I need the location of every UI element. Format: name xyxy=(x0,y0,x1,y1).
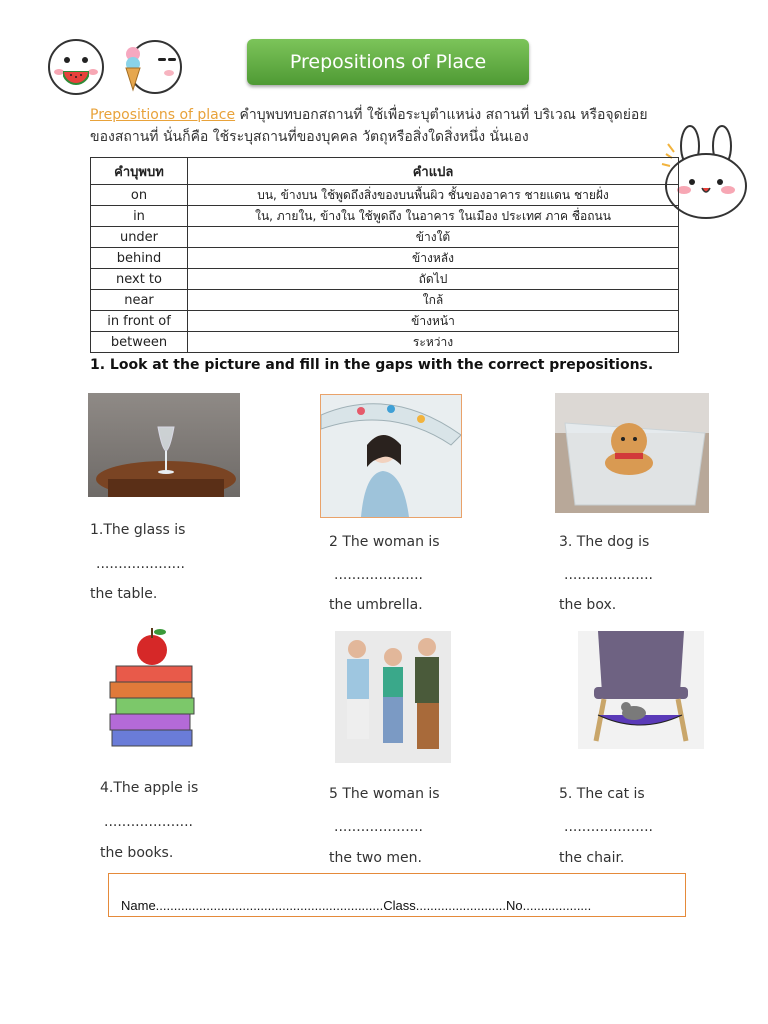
woman-umbrella-image xyxy=(320,394,462,518)
glass-on-table-image xyxy=(88,393,240,497)
translation-cell: บน, ข้างบน ใช้พูดถึงสิ่งของบนพื้นผิว ชั้นของอาคาร ชายแดน ชายฝั่ง xyxy=(188,185,679,206)
smiley-watermelon-icon xyxy=(48,39,104,95)
table-row xyxy=(91,206,679,227)
apple-on-books-image xyxy=(90,620,214,752)
question-5-end: the two men. xyxy=(329,850,422,866)
question-4-end: the books. xyxy=(100,845,174,861)
question-3-stem: 3. The dog is xyxy=(559,534,650,550)
preposition-cell: next to xyxy=(91,269,188,290)
preposition-cell: under xyxy=(91,227,188,248)
question-1-stem: 1.The glass is xyxy=(90,522,186,538)
question-3-end: the box. xyxy=(559,597,617,613)
question-2-end: the umbrella. xyxy=(329,597,423,613)
student-info-box xyxy=(108,873,686,917)
translation-cell: ใกล้ xyxy=(188,290,679,311)
question-6-end: the chair. xyxy=(559,850,625,866)
preposition-cell: on xyxy=(91,185,188,206)
dog-in-box-image xyxy=(555,393,709,513)
question-6-blank[interactable]: .................... xyxy=(564,819,654,835)
question-6-stem: 5. The cat is xyxy=(559,786,645,802)
student-info-fields[interactable]: Name...............................................................Class.........................No................... xyxy=(121,898,592,913)
preposition-cell: behind xyxy=(91,248,188,269)
question-4-blank[interactable]: .................... xyxy=(104,814,194,830)
table-row xyxy=(91,290,679,311)
translation-cell: ถัดไป xyxy=(188,269,679,290)
intro-highlight[interactable]: Prepositions of place xyxy=(90,107,236,123)
preposition-cell: near xyxy=(91,290,188,311)
table-row xyxy=(91,269,679,290)
table-row xyxy=(91,311,679,332)
translation-cell: ระหว่าง xyxy=(188,332,679,353)
question-4-stem: 4.The apple is xyxy=(100,780,199,796)
woman-between-men-image xyxy=(335,631,451,763)
prepositions-table xyxy=(90,157,679,353)
translation-cell: ข้างหลัง xyxy=(188,248,679,269)
smiley-icecream-icon xyxy=(128,40,182,94)
translation-cell: ใน, ภายใน, ข้างใน ใช้พูดถึง ในอาคาร ในเมือง ประเทศ ภาค ชื่อถนน xyxy=(188,206,679,227)
table-row xyxy=(91,227,679,248)
question-3-blank[interactable]: .................... xyxy=(564,567,654,583)
question-2-blank[interactable]: .................... xyxy=(334,567,424,583)
translation-cell: ข้างหน้า xyxy=(188,311,679,332)
question-1-blank[interactable]: .................... xyxy=(96,556,186,572)
exercise-instruction: 1. Look at the picture and fill in the gaps with the correct prepositions. xyxy=(90,357,654,373)
question-5-blank[interactable]: .................... xyxy=(334,819,424,835)
preposition-cell: between xyxy=(91,332,188,353)
intro-text: คำบุพบทบอกสถานที่ ใช้เพื่อระบุตำแหน่ง สถานที่ บริเวณ หรือจุดย่อยของสถานที่ นั่นก็คือ ใช้ระบุสถานที่ของบุคคล วัตถุหรือสิ่งใดสิ่งหนึ่ง นั่นเอง xyxy=(90,107,648,145)
table-row xyxy=(91,332,679,353)
cat-under-chair-image xyxy=(578,631,704,749)
page-title: Prepositions of Place xyxy=(247,39,529,85)
preposition-cell: in front of xyxy=(91,311,188,332)
table-row xyxy=(91,185,679,206)
table-header-translation: คำแปล xyxy=(188,158,679,185)
question-2-stem: 2 The woman is xyxy=(329,534,440,550)
translation-cell: ข้างใต้ xyxy=(188,227,679,248)
question-5-stem: 5 The woman is xyxy=(329,786,440,802)
question-1-end: the table. xyxy=(90,586,158,602)
table-row xyxy=(91,248,679,269)
preposition-cell: in xyxy=(91,206,188,227)
table-header-preposition: คำบุพบท xyxy=(91,158,188,185)
intro-paragraph xyxy=(90,104,672,148)
